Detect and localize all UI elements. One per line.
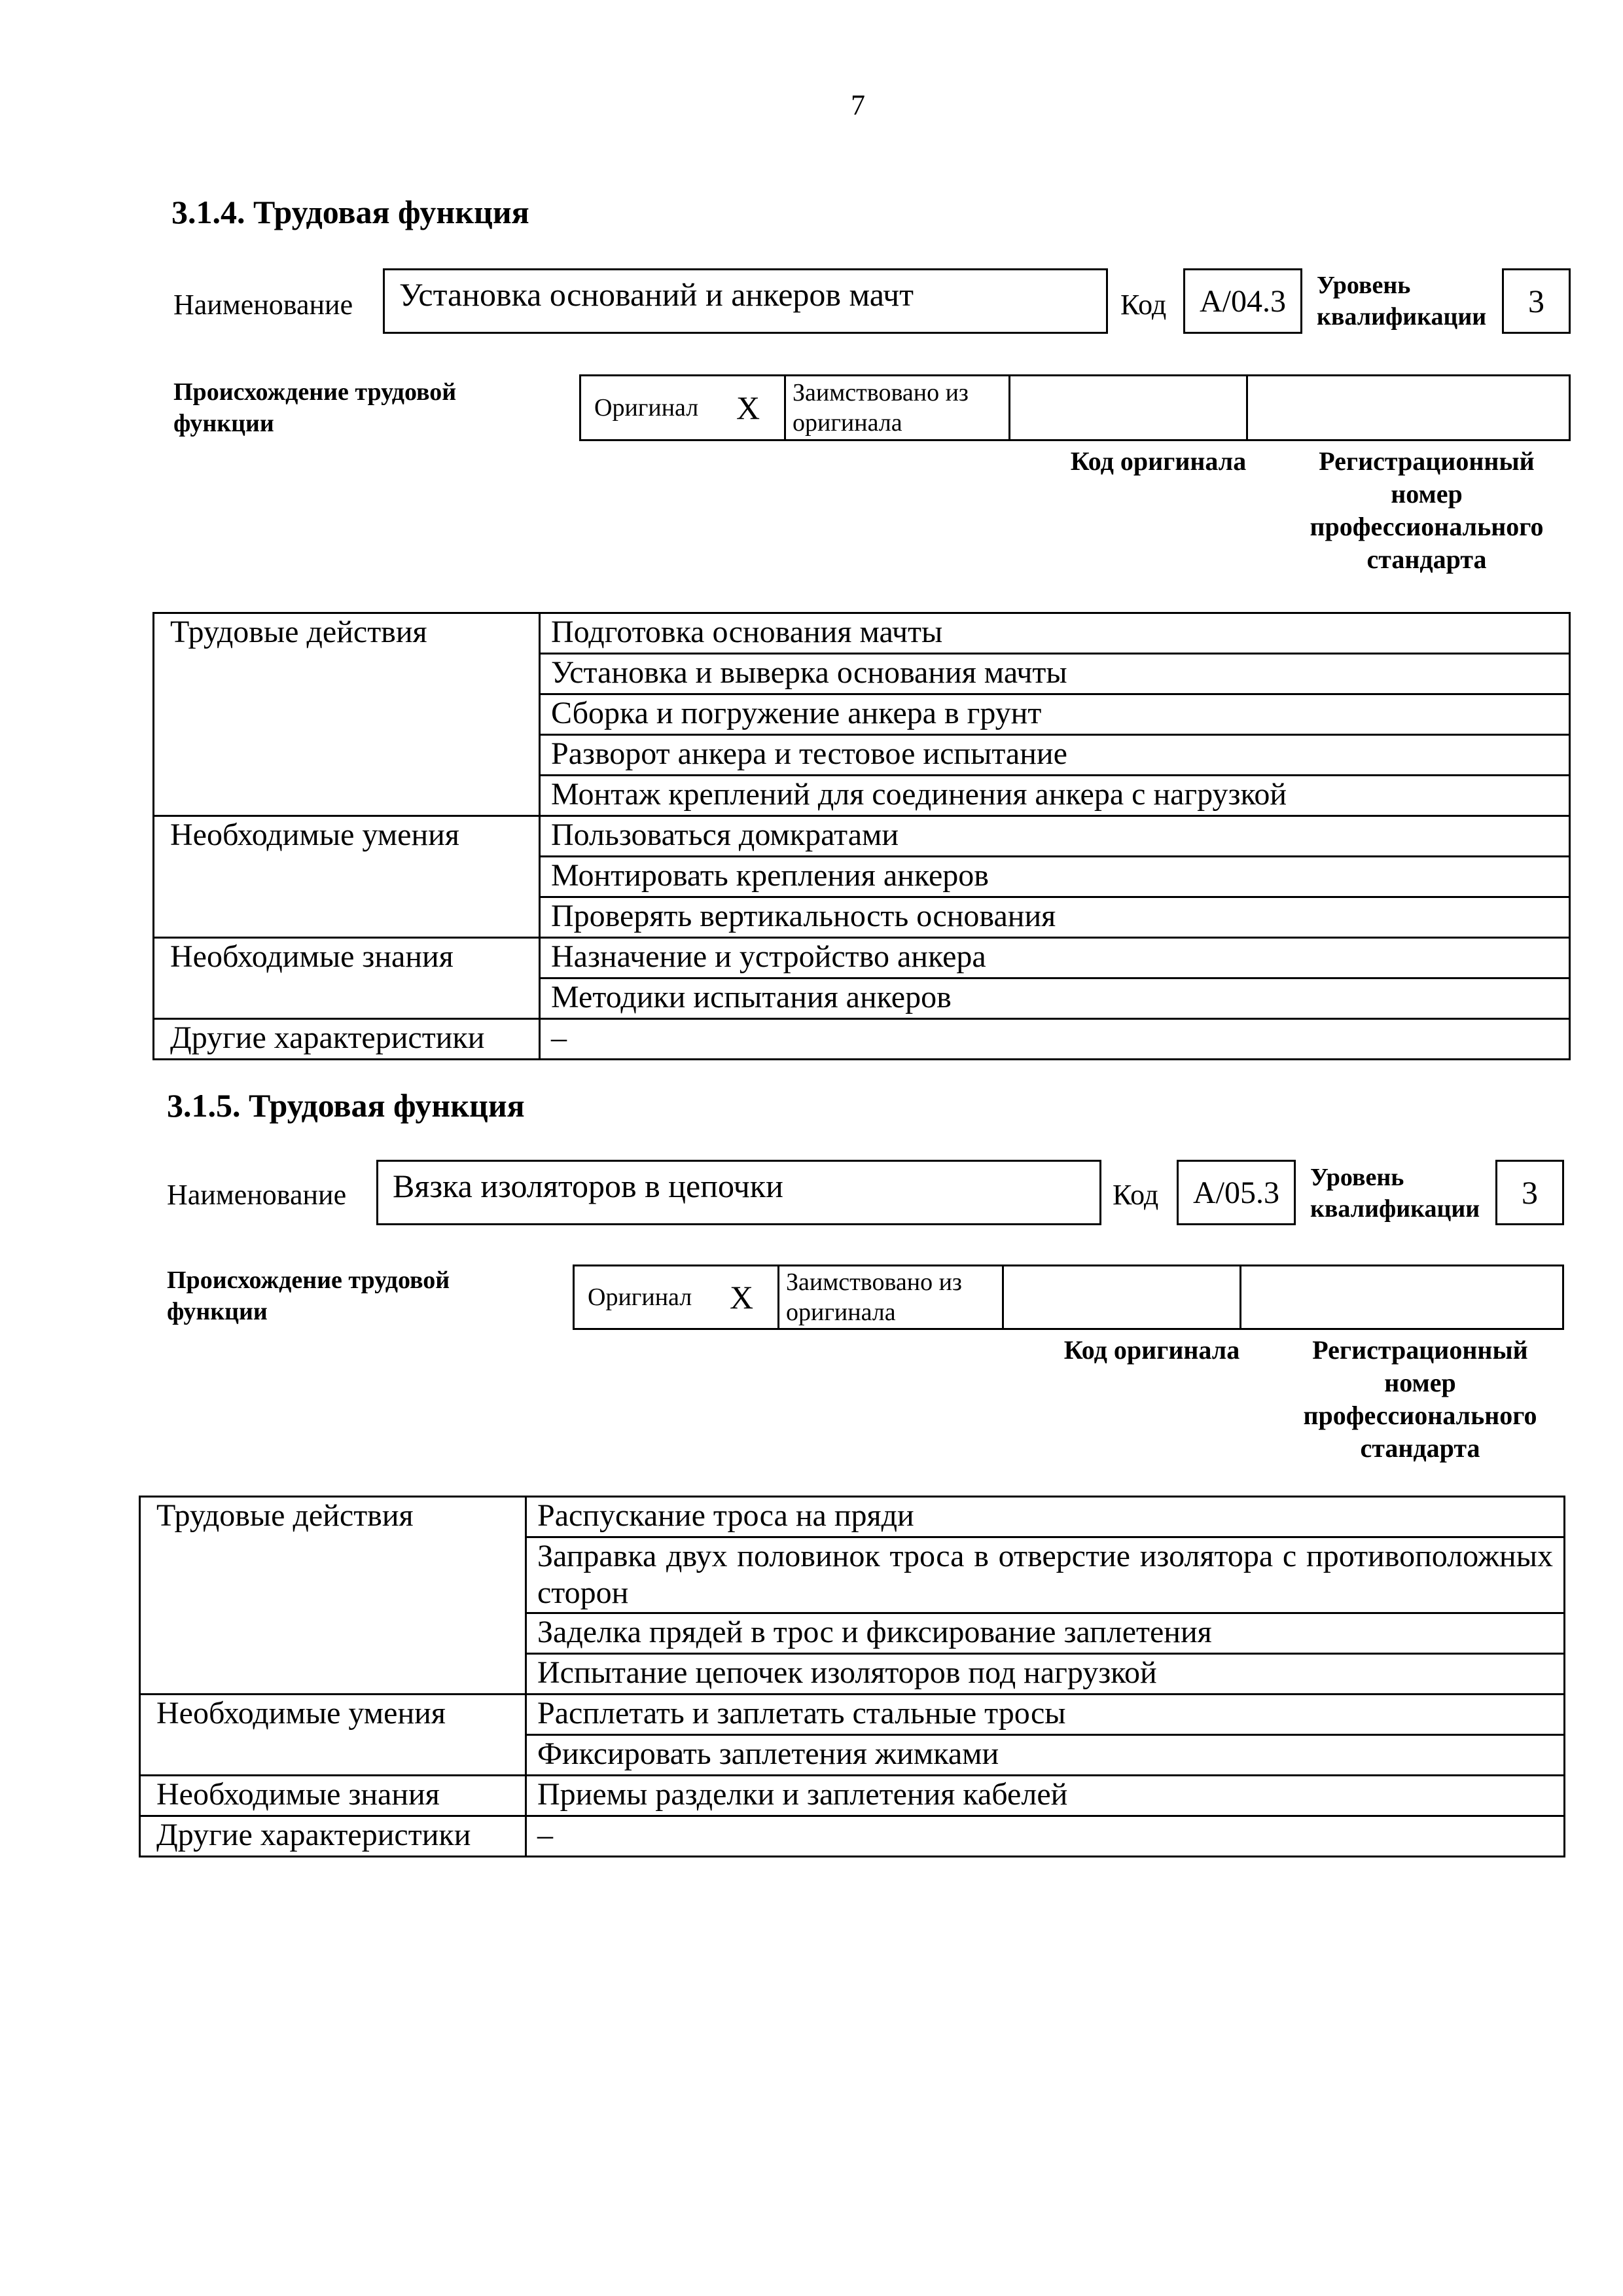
knowledge-label: Необходимые знания	[154, 938, 540, 1019]
section-title: 3.1.4. Трудовая функция	[171, 194, 529, 230]
table-row: Заправка двух половинок троса в отверстие изолятора с противоположных сторон	[526, 1537, 1565, 1613]
origin-label	[173, 376, 456, 439]
borrowed-label	[779, 1266, 1003, 1329]
reg-caption-line: номер	[1391, 479, 1463, 509]
code-box	[1177, 1160, 1296, 1225]
level-box	[1502, 268, 1571, 334]
skills-label: Необходимые умения	[154, 816, 540, 938]
reg-caption-line: стандарта	[1360, 1433, 1480, 1463]
table-row: Фиксировать заплетения жимками	[526, 1735, 1565, 1776]
level-label-line: Уровень	[1317, 272, 1411, 299]
code-original-caption: Код оригинала	[1070, 446, 1247, 476]
table-row: Подготовка основания мачты	[540, 613, 1570, 654]
origin-label-line: функции	[173, 410, 274, 437]
function-details-table	[152, 612, 1571, 1060]
table-row: Установка и выверка основания мачты	[540, 654, 1570, 694]
function-name: Установка оснований и анкеров мачт	[399, 276, 914, 313]
code-value: A/05.3	[1193, 1175, 1279, 1210]
borrowed-label-line: Заимствовано из	[793, 379, 969, 406]
name-label: Наименование	[167, 1179, 347, 1211]
table-row: Разворот анкера и тестовое испытание	[540, 735, 1570, 776]
table-row: –	[526, 1816, 1565, 1857]
table-row: Приемы разделки и заплетения кабелей	[526, 1776, 1565, 1816]
borrowed-label-line: оригинала	[786, 1299, 896, 1326]
table-row: –	[540, 1019, 1570, 1060]
code-value: A/04.3	[1200, 283, 1286, 319]
level-value: 3	[1528, 283, 1544, 319]
original-mark: X	[705, 1266, 779, 1329]
level-label-line: квалификации	[1317, 303, 1487, 331]
original-label: Оригинал	[580, 376, 713, 440]
table-row: Назначение и устройство анкера	[540, 938, 1570, 978]
level-label	[1310, 1162, 1480, 1225]
section-title: 3.1.5. Трудовая функция	[167, 1087, 525, 1124]
table-row: Сборка и погружение анкера в грунт	[540, 694, 1570, 735]
origin-table	[579, 374, 1571, 441]
table-row: Расплетать и заплетать стальные тросы	[526, 1695, 1565, 1735]
origin-label	[167, 1265, 450, 1327]
reg-number-cell	[1247, 376, 1570, 440]
origin-label-line: функции	[167, 1298, 268, 1325]
level-label-line: квалификации	[1310, 1195, 1480, 1223]
table-row: Пользоваться домкратами	[540, 816, 1570, 857]
table-row: Испытание цепочек изоляторов под нагрузкой	[526, 1654, 1565, 1695]
level-label-line: Уровень	[1310, 1164, 1404, 1191]
function-name: Вязка изоляторов в цепочки	[393, 1168, 783, 1204]
function-name-box	[383, 268, 1108, 334]
reg-caption-line: Регистрационный	[1312, 1335, 1528, 1365]
reg-number-caption	[1283, 445, 1571, 576]
table-row: Проверять вертикальность основания	[540, 897, 1570, 938]
actions-label: Трудовые действия	[140, 1497, 526, 1695]
knowledge-label: Необходимые знания	[140, 1776, 526, 1816]
other-label: Другие характеристики	[140, 1816, 526, 1857]
level-label	[1317, 270, 1486, 332]
table-row: Монтировать крепления анкеров	[540, 857, 1570, 897]
code-label: Код	[1120, 289, 1167, 321]
code-original-caption: Код оригинала	[1063, 1335, 1240, 1365]
reg-caption-line: профессионального	[1303, 1401, 1537, 1430]
reg-number-caption	[1276, 1334, 1564, 1465]
page-number: 7	[851, 89, 865, 121]
original-label: Оригинал	[574, 1266, 706, 1329]
name-label: Наименование	[173, 289, 353, 321]
table-row: Методики испытания анкеров	[540, 978, 1570, 1019]
origin-label-line: Происхождение трудовой	[173, 378, 457, 406]
reg-caption-line: номер	[1384, 1368, 1456, 1397]
borrowed-label-line: оригинала	[793, 409, 902, 437]
code-original-cell	[1010, 376, 1247, 440]
borrowed-label-line: Заимствовано из	[786, 1268, 962, 1296]
level-box	[1495, 1160, 1564, 1225]
reg-caption-line: профессионального	[1310, 512, 1544, 541]
reg-number-cell	[1241, 1266, 1563, 1329]
function-name-box	[376, 1160, 1101, 1225]
table-row: Монтаж креплений для соединения анкера с нагрузкой	[540, 776, 1570, 816]
code-original-cell	[1003, 1266, 1241, 1329]
code-label: Код	[1113, 1179, 1159, 1211]
table-row: Распускание троса на пряди	[526, 1497, 1565, 1537]
reg-caption-line: Регистрационный	[1319, 446, 1535, 476]
borrowed-label	[785, 376, 1010, 440]
origin-label-line: Происхождение трудовой	[167, 1266, 450, 1294]
function-details-table	[139, 1496, 1565, 1857]
original-mark: X	[712, 376, 785, 440]
other-label: Другие характеристики	[154, 1019, 540, 1060]
code-box	[1183, 268, 1302, 334]
skills-label: Необходимые умения	[140, 1695, 526, 1776]
origin-table	[573, 1265, 1564, 1330]
table-row: Заделка прядей в трос и фиксирование заплетения	[526, 1613, 1565, 1654]
level-value: 3	[1522, 1174, 1538, 1211]
reg-caption-line: стандарта	[1366, 545, 1487, 574]
actions-label: Трудовые действия	[154, 613, 540, 816]
